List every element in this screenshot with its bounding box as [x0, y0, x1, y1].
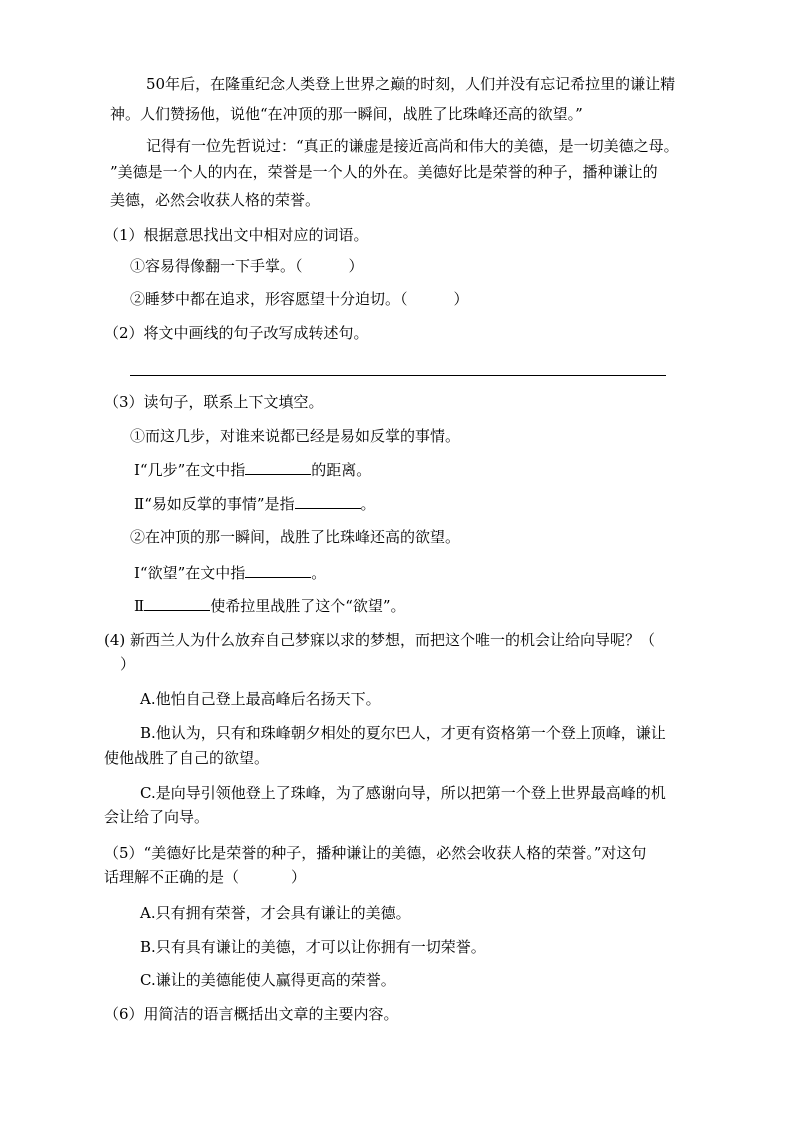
question-4-option-b-line-2: 使他战胜了自己的欲望。 [104, 749, 270, 767]
question-4-stem-line-1: (4) 新西兰人为什么放弃自己梦寐以求的梦想，而把这个唯一的机会让给向导呢？（ [104, 631, 656, 649]
question-3-sentence-2-part-i: Ⅰ“欲望”在文中指 。 [134, 564, 327, 582]
question-3-sentence-1: ①而这几步，对谁来说都已经是易如反掌的事情。 [130, 427, 461, 445]
fill-blank[interactable] [245, 563, 311, 578]
question-5-stem-line-2: 话理解不正确的是（ ） [104, 868, 307, 886]
question-5-option-c: C.谦让的美德能使人赢得更高的荣誉。 [140, 971, 396, 989]
question-6-stem: （6）用简洁的语言概括出文章的主要内容。 [104, 1005, 399, 1023]
question-1-item-a: ①容易得像翻一下手掌。（ ） [130, 257, 364, 275]
question-5-option-a: A.只有拥有荣誉，才会具有谦让的美德。 [140, 904, 411, 922]
fill-blank[interactable] [245, 460, 311, 475]
question-3-stem: （3）读句子，联系上下文填空。 [104, 393, 324, 411]
question-3-sentence-2: ②在冲顶的那一瞬间，战胜了比珠峰还高的欲望。 [130, 528, 461, 546]
fill-blank[interactable] [144, 596, 210, 611]
question-4-option-b-line-1: B.他认为，只有和珠峰朝夕相处的夏尔巴人，才更有资格第一个登上顶峰，谦让 [140, 724, 666, 742]
answer-line[interactable] [130, 375, 666, 376]
question-3-sentence-2-part-ii: Ⅱ 使希拉里战胜了这个“欲望”。 [134, 597, 406, 615]
question-1-item-b: ②睡梦中都在追求，形容愿望十分迫切。（ ） [130, 290, 469, 308]
passage-paragraph-2-line-2: ”美德是一个人的内在，荣誉是一个人的外在。美德好比是荣誉的种子，播种谦让的 [110, 163, 658, 181]
question-4-stem-line-2: ） [120, 655, 136, 673]
question-5-option-b: B.只有具有谦让的美德，才可以让你拥有一切荣誉。 [140, 938, 486, 956]
fill-blank[interactable] [295, 494, 361, 509]
passage-paragraph-1-line-2: 神。人们赞扬他，说他“在冲顶的那一瞬间，战胜了比珠峰还高的欲望。” [110, 105, 583, 123]
question-4-option-c-line-2: 会让给了向导。 [104, 808, 210, 826]
question-4-option-a: A.他怕自己登上最高峰后名扬天下。 [140, 690, 381, 708]
passage-paragraph-2-line-3: 美德，必然会收获人格的荣誉。 [110, 191, 321, 209]
question-4-option-c-line-1: C.是向导引领他登上了珠峰，为了感谢向导，所以把第一个登上世界最高峰的机 [140, 784, 666, 802]
question-5-stem-line-1: （5）“美德好比是荣誉的种子，播种谦让的美德，必然会收获人格的荣誉。”对这句 [104, 844, 647, 862]
passage-paragraph-2-line-1: 记得有一位先哲说过：“真正的谦虚是接近高尚和伟大的美德，是一切美德之母。 [146, 137, 679, 155]
question-2-stem: （2）将文中画线的句子改写成转述句。 [104, 324, 369, 342]
question-3-sentence-1-part-ii: Ⅱ“易如反掌的事情”是指 。 [134, 495, 376, 513]
question-3-sentence-1-part-i: Ⅰ“几步”在文中指 的距离。 [134, 461, 372, 479]
passage-paragraph-1-line-1: 50年后，在隆重纪念人类登上世界之巅的时刻，人们并没有忘记希拉里的谦让精 [146, 75, 676, 93]
question-1-stem: （1）根据意思找出文中相对应的词语。 [104, 226, 369, 244]
